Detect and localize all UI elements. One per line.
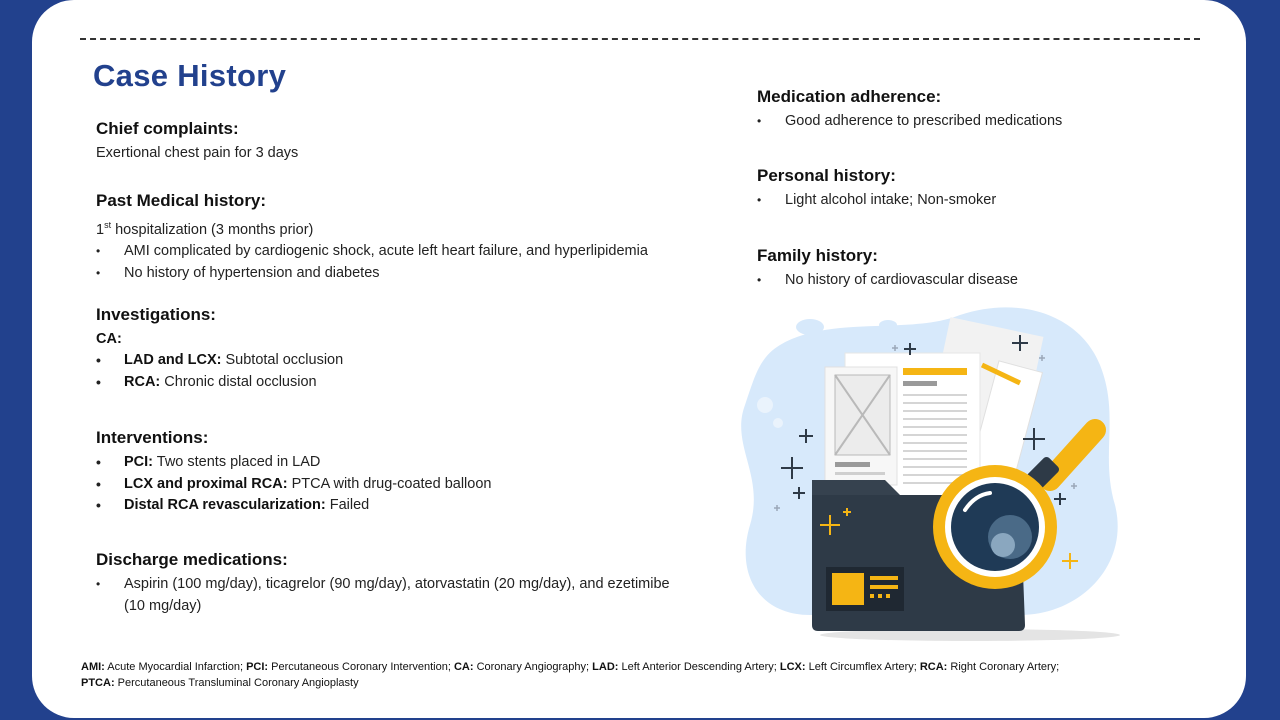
adherence-heading: Medication adherence: <box>757 87 942 106</box>
personal-history-section <box>757 166 996 212</box>
interventions-list <box>96 452 491 517</box>
family-history-list <box>757 270 1018 292</box>
personal-history-heading: Personal history: <box>757 166 896 185</box>
hospitalization-line: 1st hospitalization (3 months prior) <box>96 220 314 238</box>
adherence-list <box>757 111 1062 133</box>
family-history-section <box>757 246 1018 292</box>
top-divider <box>80 38 1200 40</box>
chief-complaints-text: Exertional chest pain for 3 days <box>96 145 299 161</box>
list-item: • No history of hypertension and diabetes <box>96 263 648 285</box>
personal-history-list <box>757 190 996 212</box>
list-item: • AMI complicated by cardiogenic shock, acute left heart failure, and hyperlipidemia <box>96 241 648 263</box>
discharge-heading: Discharge medications: <box>96 550 288 569</box>
interventions-section <box>96 428 491 517</box>
past-medical-list <box>96 241 648 284</box>
chief-complaints-section <box>96 119 298 165</box>
list-item: • PCI: Two stents placed in LAD <box>96 452 491 474</box>
investigations-subheading: CA: <box>96 331 122 347</box>
abbreviations-footnote: AMI: Acute Myocardial Infarction; PCI: Percutaneous Coronary Intervention; CA: Coronary Angiography; LAD: Left Anterior Descending Artery; LCX: Left Circumflex Artery; RCA: Right Coronary Artery; PTCA: Percutaneous Transluminal Coronary Angioplasty <box>81 661 1060 689</box>
family-history-heading: Family history: <box>757 246 878 265</box>
past-medical-section <box>96 191 648 284</box>
list-item: • LCX and proximal RCA: PTCA with drug-coated balloon <box>96 474 491 496</box>
investigations-section <box>96 305 343 393</box>
list-item: • Distal RCA revascularization: Failed <box>96 495 491 517</box>
past-medical-heading: Past Medical history: <box>96 191 267 210</box>
investigations-list <box>96 350 343 393</box>
list-item: • Aspirin (100 mg/day), ticagrelor (90 mg/day), atorvastatin (20 mg/day), and ezetimibe (10 mg/day) <box>96 574 686 617</box>
list-item: • LAD and LCX: Subtotal occlusion <box>96 350 343 372</box>
adherence-section <box>757 87 1062 133</box>
page-title: Case History <box>93 58 287 93</box>
document-folder-magnifier-icon <box>720 295 1130 645</box>
list-item: • Good adherence to prescribed medications <box>757 111 1062 133</box>
investigations-heading: Investigations: <box>96 305 216 324</box>
interventions-heading: Interventions: <box>96 428 209 447</box>
list-item: • RCA: Chronic distal occlusion <box>96 372 343 394</box>
discharge-section <box>96 550 686 617</box>
list-item: • Light alcohol intake; Non-smoker <box>757 190 996 212</box>
list-item: • No history of cardiovascular disease <box>757 270 1018 292</box>
discharge-list <box>96 574 686 617</box>
chief-complaints-heading: Chief complaints: <box>96 119 239 138</box>
